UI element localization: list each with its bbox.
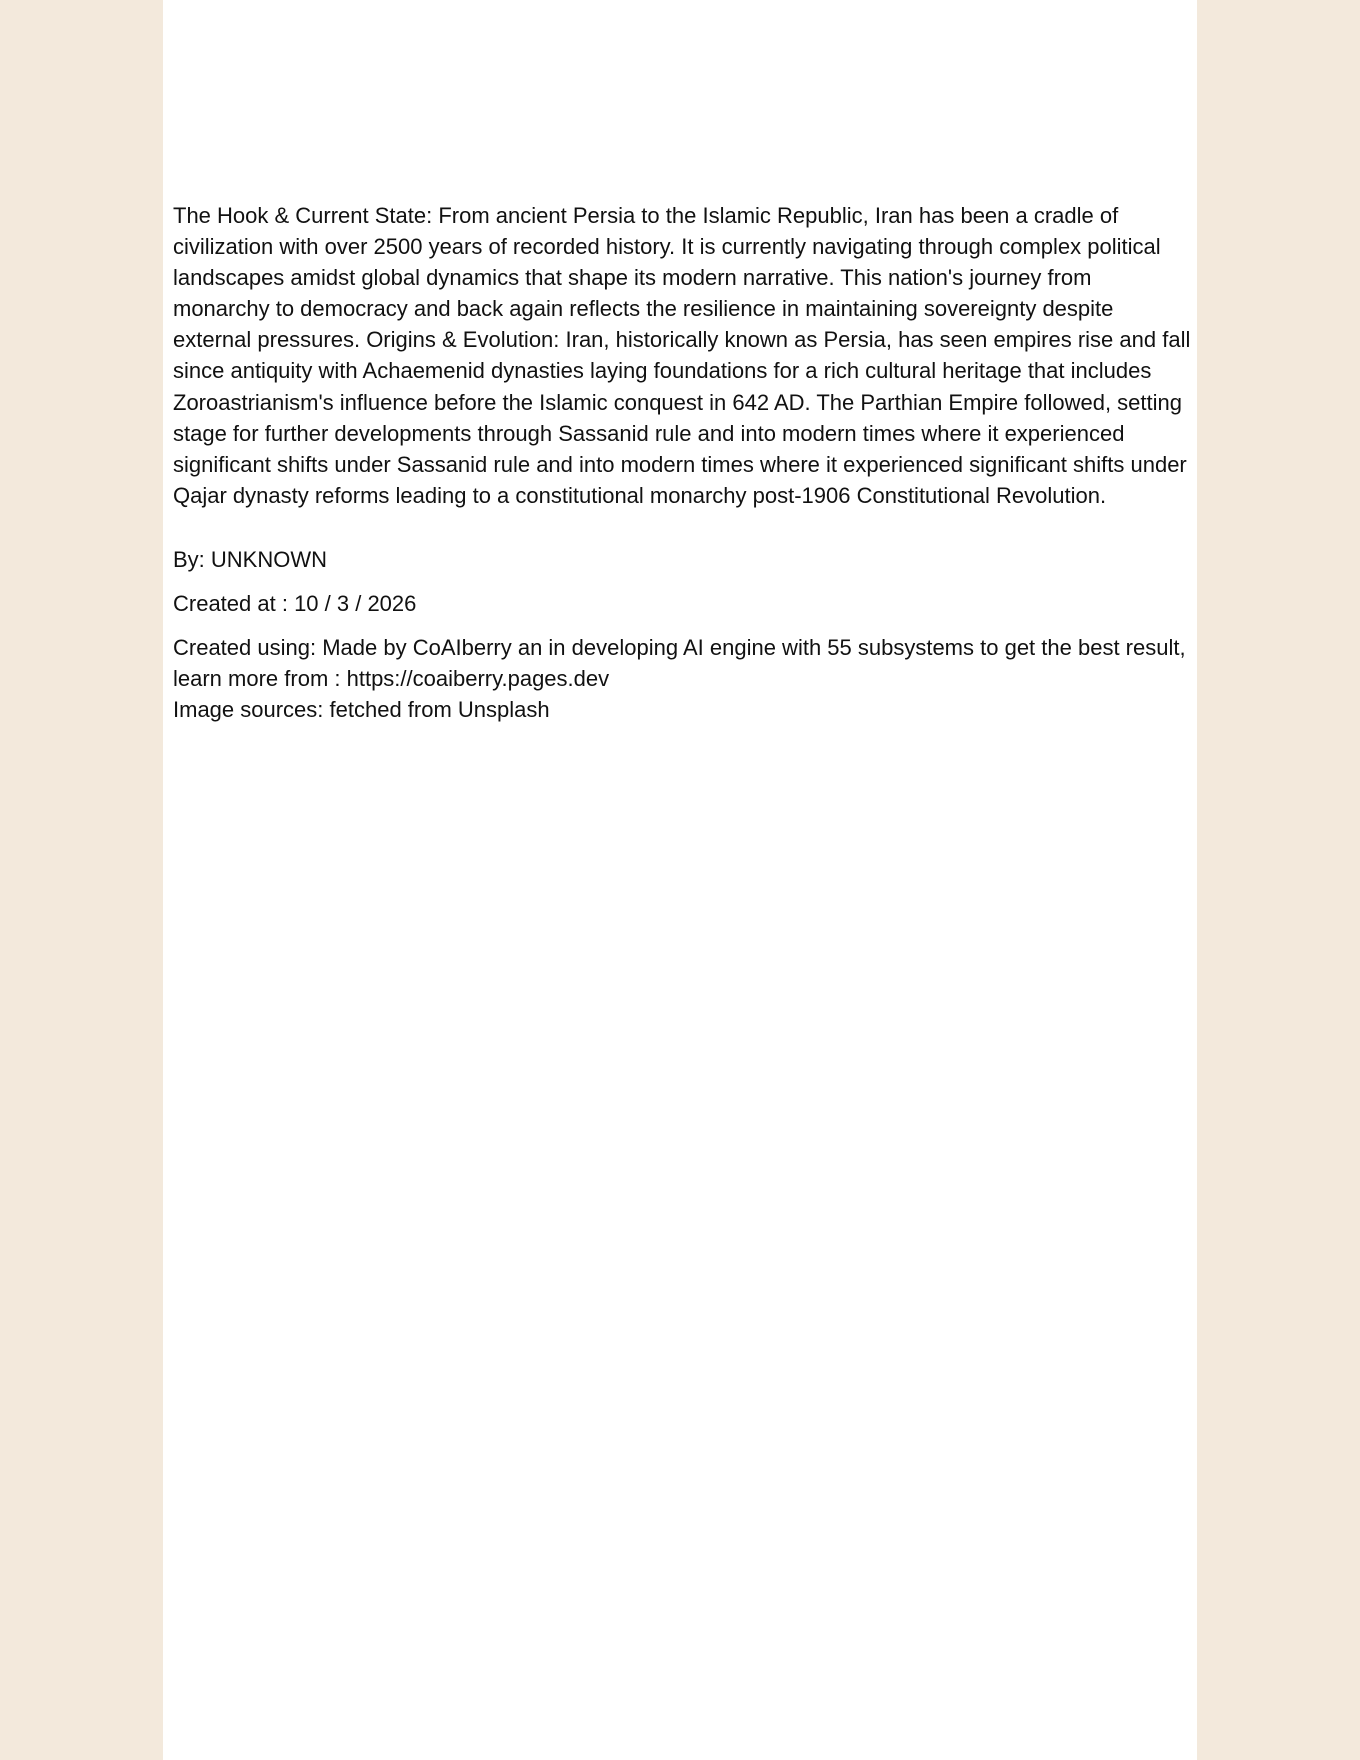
created-using-line: Created using: Made by CoAIberry an in developing AI engine with 55 subsystems to get the best result, learn more from : https://coaiberry.pages.dev [173, 634, 1186, 691]
author-line: By: UNKNOWN [173, 546, 327, 572]
article-body: The Hook & Current State: From ancient Persia to the Islamic Republic, Iran has been a cradle of civilization with over 2500 years of recorded history. It is currently navigating through complex political landscapes amidst global dynamics that shape its modern narrative. This nation's journey from monarchy to democracy and back again reflects the resilience in maintaining sovereignty despite external pressures. Origins & Evolution: Iran, historically known as Persia, has seen empires rise and fall since antiquity with Achaemenid dynasties laying foundations for a rich cultural heritage that includes Zoroastrianism's influence before the Islamic conquest in 642 AD. The Parthian Empire followed, setting stage for further developments through Sassanid rule and into modern times where it experienced significant shifts under Sassanid rule and into modern times where it experienced significant shifts under Qajar dynasty reforms leading to a constitutional monarchy post-1906 Constitutional Revolution. [173, 203, 1191, 508]
created-date-line: Created at : 10 / 3 / 2026 [173, 590, 417, 616]
image-sources-line: Image sources: fetched from Unsplash [173, 696, 550, 722]
document-content [173, 200, 1193, 725]
document-sheet [163, 0, 1197, 1760]
